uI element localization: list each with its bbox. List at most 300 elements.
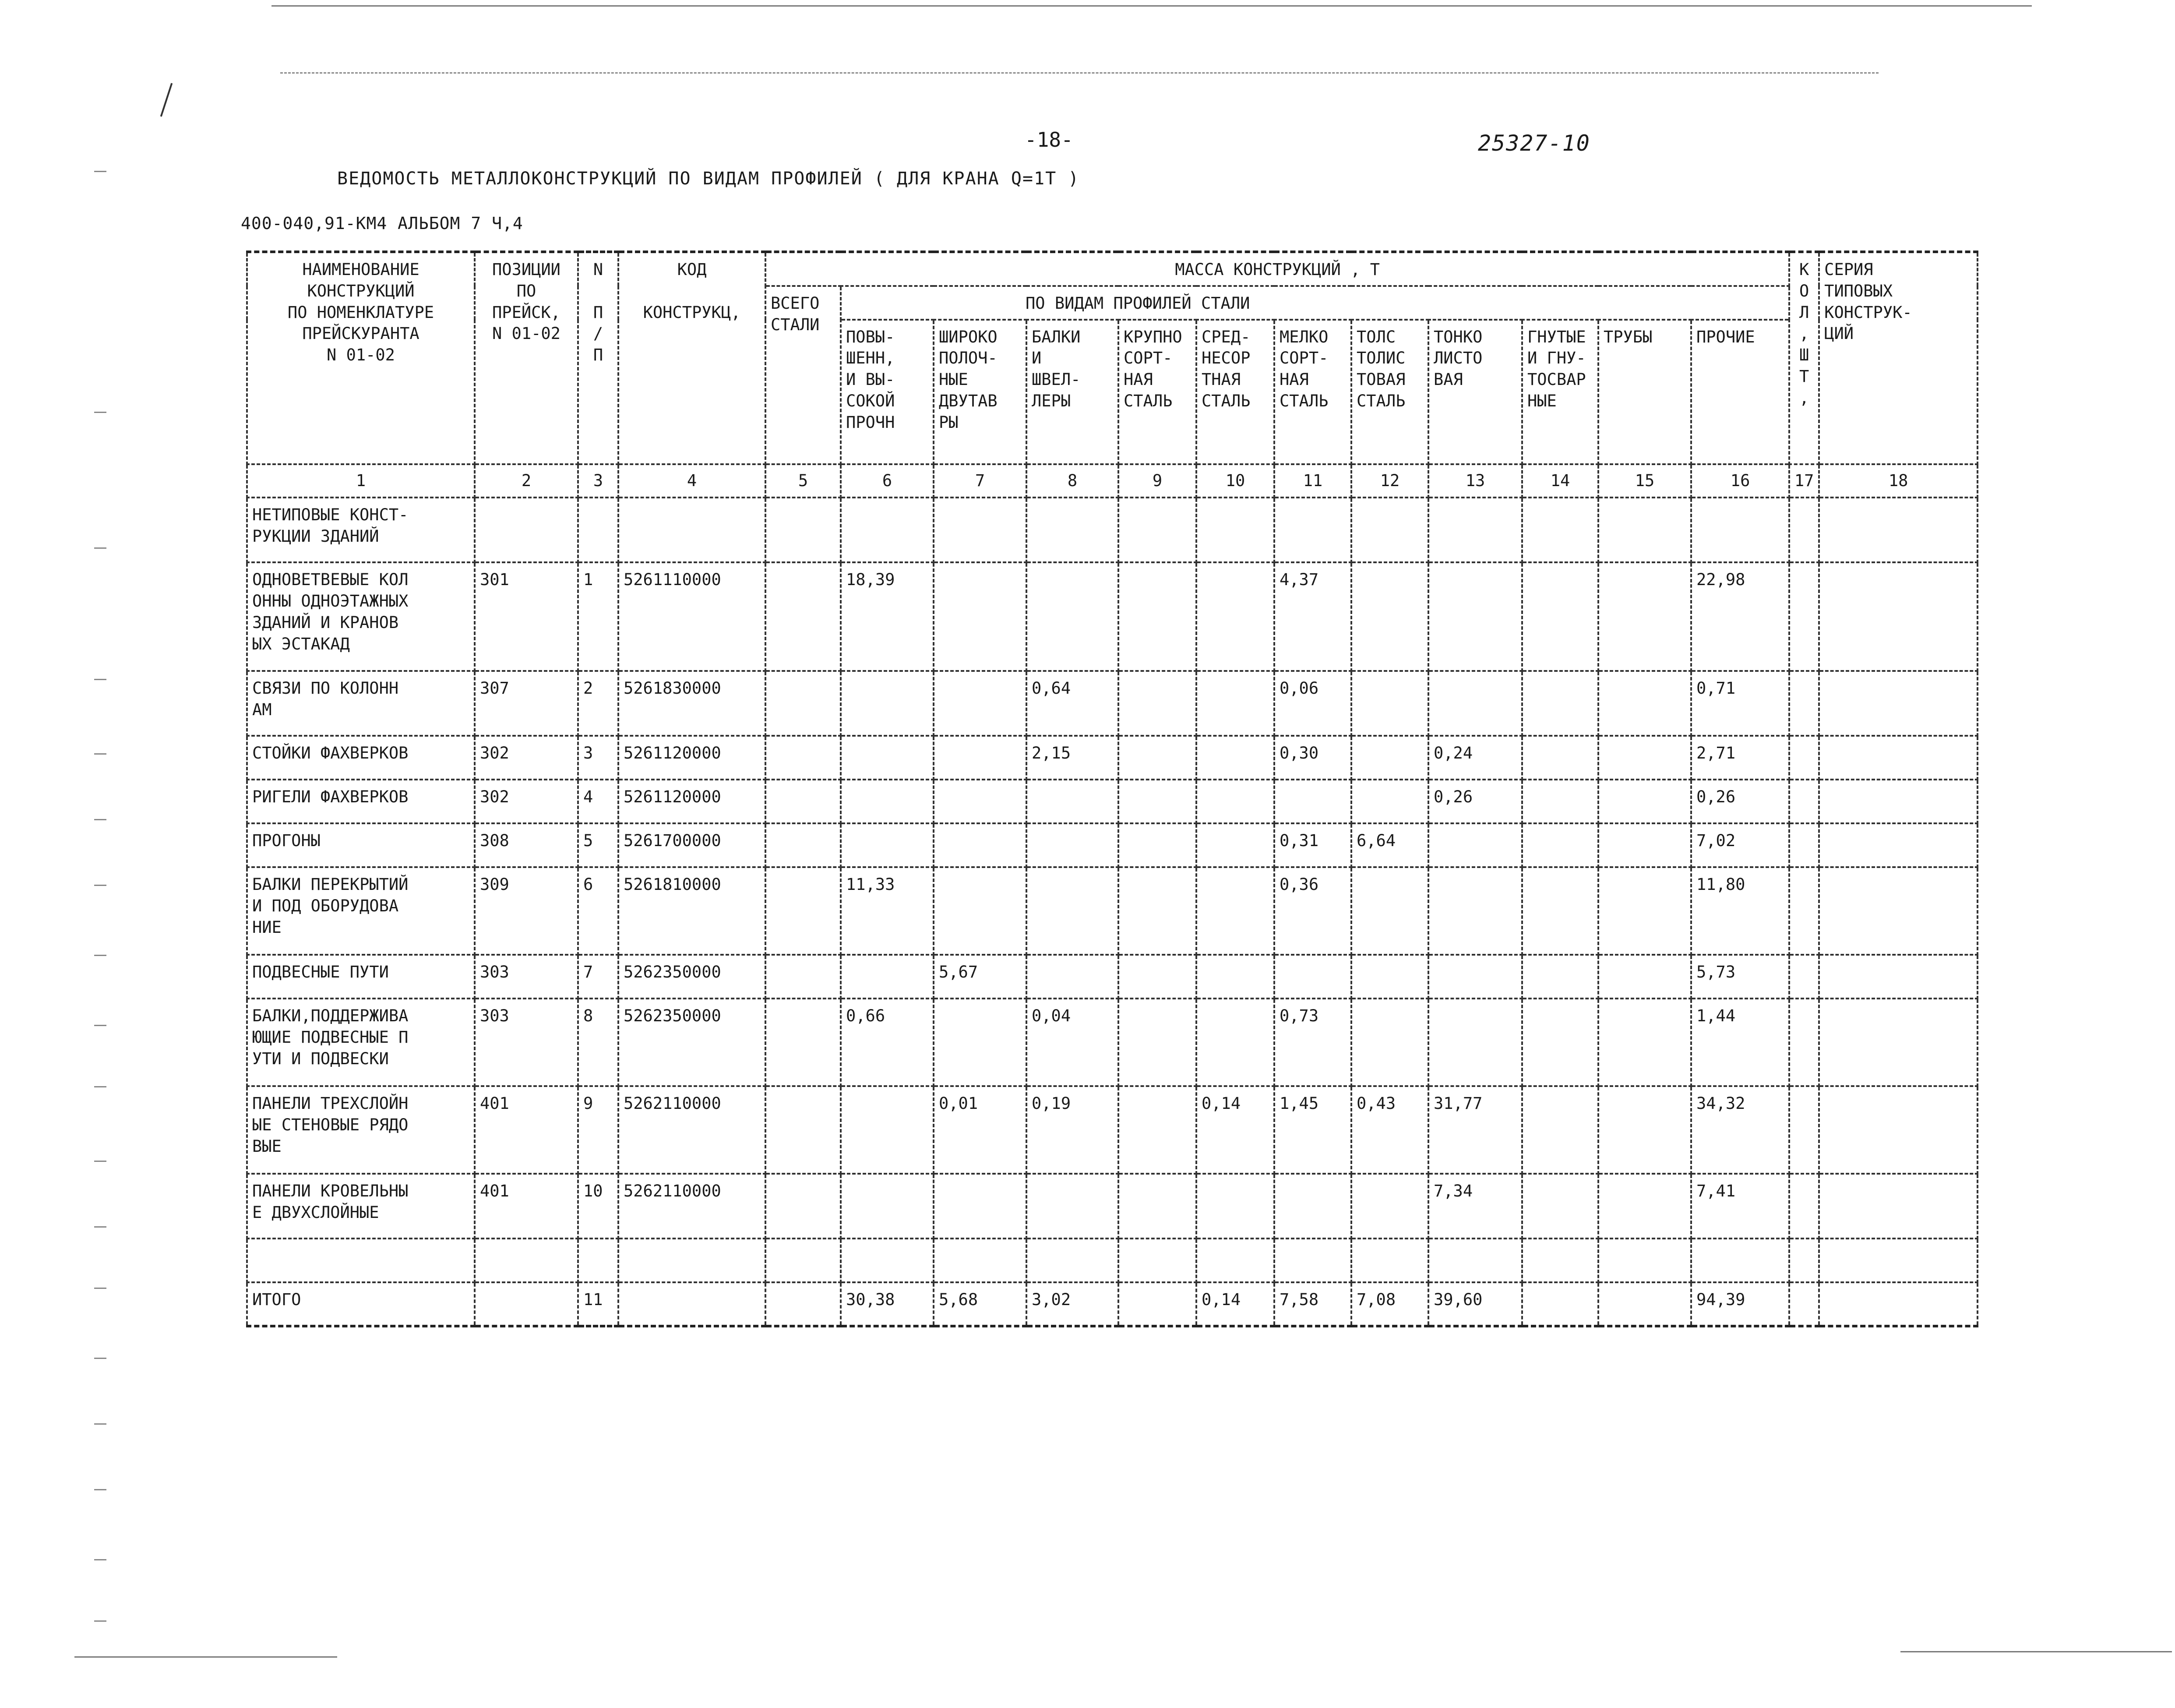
column-number: 5 xyxy=(765,464,841,498)
cell-c16 xyxy=(1691,498,1789,562)
cell-c18 xyxy=(1819,867,1978,955)
cell-name: ИТОГО xyxy=(247,1282,475,1326)
cell-c15 xyxy=(1598,1086,1691,1174)
cell-c6 xyxy=(841,780,934,823)
cell-c9 xyxy=(1118,498,1196,562)
cell-c6 xyxy=(841,498,934,562)
cell-c5 xyxy=(765,780,841,823)
cell-c6 xyxy=(841,736,934,780)
scan-edge-mark xyxy=(94,753,106,755)
cell-c10 xyxy=(1196,1174,1274,1239)
cell-c12: 7,08 xyxy=(1351,1282,1428,1326)
cell-c7 xyxy=(934,823,1026,867)
header-total-steel: ВСЕГО СТАЛИ xyxy=(765,286,841,464)
cell-c12 xyxy=(1351,1239,1428,1282)
cell-name: НЕТИПОВЫЕ КОНСТ- РУКЦИИ ЗДАНИЙ xyxy=(247,498,475,562)
cell-c9 xyxy=(1118,1086,1196,1174)
cell-c8: 0,19 xyxy=(1026,1086,1118,1174)
top-scan-line xyxy=(271,5,2032,7)
document-title: ВЕДОМОСТЬ МЕТАЛЛОКОНСТРУКЦИЙ ПО ВИДАМ ПРОФИЛЕЙ ( ДЛЯ КРАНА Q=1Т ) xyxy=(337,169,1080,189)
cell-c5 xyxy=(765,1086,841,1174)
cell-c16: 22,98 xyxy=(1691,562,1789,671)
cell-c16: 7,02 xyxy=(1691,823,1789,867)
cell-n xyxy=(578,498,618,562)
column-number: 10 xyxy=(1196,464,1274,498)
scan-edge-mark xyxy=(94,1288,106,1289)
column-number: 14 xyxy=(1522,464,1598,498)
scan-edge-mark xyxy=(94,955,106,956)
cell-c17 xyxy=(1789,1174,1819,1239)
scan-edge-mark xyxy=(94,1226,106,1228)
cell-c13 xyxy=(1428,867,1522,955)
scan-edge-mark xyxy=(94,412,106,413)
cell-c15 xyxy=(1598,1239,1691,1282)
cell-code: 5262110000 xyxy=(618,1174,765,1239)
cell-c11 xyxy=(1274,498,1351,562)
table-row xyxy=(247,671,1978,736)
cell-c8 xyxy=(1026,955,1118,999)
column-number: 11 xyxy=(1274,464,1351,498)
scan-edge-mark xyxy=(94,547,106,549)
pen-slash-mark xyxy=(160,83,173,116)
column-number: 18 xyxy=(1819,464,1978,498)
cell-c8 xyxy=(1026,867,1118,955)
header-by-profile: ПО ВИДАМ ПРОФИЛЕЙ СТАЛИ xyxy=(841,286,1789,320)
cell-c14 xyxy=(1522,498,1598,562)
cell-code: 5261120000 xyxy=(618,780,765,823)
cell-c9 xyxy=(1118,1282,1196,1326)
header-pipes: ТРУБЫ xyxy=(1598,320,1691,464)
cell-c5 xyxy=(765,955,841,999)
cell-name: ПАНЕЛИ ТРЕХСЛОЙН ЫЕ СТЕНОВЫЕ РЯДО ВЫЕ xyxy=(247,1086,475,1174)
cell-c13 xyxy=(1428,999,1522,1086)
cell-c15 xyxy=(1598,867,1691,955)
cell-c10: 0,14 xyxy=(1196,1282,1274,1326)
cell-n: 10 xyxy=(578,1174,618,1239)
column-number: 16 xyxy=(1691,464,1789,498)
cell-c15 xyxy=(1598,780,1691,823)
cell-c11 xyxy=(1274,1174,1351,1239)
cell-c15 xyxy=(1598,823,1691,867)
header-row-number: N П / П xyxy=(578,252,618,464)
cell-c8 xyxy=(1026,780,1118,823)
cell-c17 xyxy=(1789,1282,1819,1326)
header-thick-sheet: ТОЛС ТОЛИС ТОВАЯ СТАЛЬ xyxy=(1351,320,1428,464)
column-number: 17 xyxy=(1789,464,1819,498)
cell-name: БАЛКИ,ПОДДЕРЖИВА ЮЩИЕ ПОДВЕСНЫЕ П УТИ И ПОДВЕСКИ xyxy=(247,999,475,1086)
cell-c11: 0,31 xyxy=(1274,823,1351,867)
cell-c15 xyxy=(1598,671,1691,736)
cell-c12 xyxy=(1351,671,1428,736)
scan-edge-mark xyxy=(94,1358,106,1359)
cell-c7 xyxy=(934,867,1026,955)
cell-c15 xyxy=(1598,1282,1691,1326)
cell-n: 9 xyxy=(578,1086,618,1174)
cell-c7 xyxy=(934,1174,1026,1239)
column-number: 3 xyxy=(578,464,618,498)
cell-c8 xyxy=(1026,1174,1118,1239)
cell-c5 xyxy=(765,999,841,1086)
cell-n: 2 xyxy=(578,671,618,736)
cell-code: 5262350000 xyxy=(618,999,765,1086)
column-number: 6 xyxy=(841,464,934,498)
cell-name: СВЯЗИ ПО КОЛОНН АМ xyxy=(247,671,475,736)
cell-code: 5262110000 xyxy=(618,1086,765,1174)
cell-c13: 39,60 xyxy=(1428,1282,1522,1326)
cell-c17 xyxy=(1789,736,1819,780)
cell-c5 xyxy=(765,867,841,955)
cell-c7: 5,67 xyxy=(934,955,1026,999)
cell-c12 xyxy=(1351,999,1428,1086)
cell-c10 xyxy=(1196,562,1274,671)
cell-c9 xyxy=(1118,867,1196,955)
cell-c17 xyxy=(1789,498,1819,562)
cell-c10 xyxy=(1196,1239,1274,1282)
cell-c13 xyxy=(1428,671,1522,736)
cell-c5 xyxy=(765,1239,841,1282)
header-other: ПРОЧИЕ xyxy=(1691,320,1789,464)
cell-c12 xyxy=(1351,955,1428,999)
column-number: 2 xyxy=(475,464,578,498)
cell-c10 xyxy=(1196,999,1274,1086)
cell-name: ПРОГОНЫ xyxy=(247,823,475,867)
table-row xyxy=(247,562,1978,671)
cell-c5 xyxy=(765,671,841,736)
cell-c14 xyxy=(1522,671,1598,736)
cell-name: РИГЕЛИ ФАХВЕРКОВ xyxy=(247,780,475,823)
column-number: 7 xyxy=(934,464,1026,498)
cell-c15 xyxy=(1598,1174,1691,1239)
cell-c16: 2,71 xyxy=(1691,736,1789,780)
cell-n: 8 xyxy=(578,999,618,1086)
cell-c8: 0,04 xyxy=(1026,999,1118,1086)
cell-c8 xyxy=(1026,498,1118,562)
cell-c14 xyxy=(1522,1086,1598,1174)
cell-c6 xyxy=(841,823,934,867)
bottom-right-scan-line xyxy=(1900,1651,2172,1652)
table-row xyxy=(247,780,1978,823)
column-number: 1 xyxy=(247,464,475,498)
cell-c9 xyxy=(1118,1239,1196,1282)
cell-c9 xyxy=(1118,671,1196,736)
cell-c17 xyxy=(1789,999,1819,1086)
cell-c18 xyxy=(1819,1282,1978,1326)
cell-c9 xyxy=(1118,780,1196,823)
total-row xyxy=(247,1282,1978,1326)
cell-c5 xyxy=(765,1174,841,1239)
cell-c17 xyxy=(1789,1239,1819,1282)
cell-c10 xyxy=(1196,736,1274,780)
cell-c12 xyxy=(1351,736,1428,780)
column-number: 12 xyxy=(1351,464,1428,498)
cell-c18 xyxy=(1819,562,1978,671)
cell-c6 xyxy=(841,955,934,999)
cell-c8: 3,02 xyxy=(1026,1282,1118,1326)
table-row xyxy=(247,999,1978,1086)
cell-c9 xyxy=(1118,999,1196,1086)
scan-edge-mark xyxy=(94,679,106,680)
table-row xyxy=(247,1174,1978,1239)
cell-c15 xyxy=(1598,562,1691,671)
cell-c7 xyxy=(934,562,1026,671)
cell-c8 xyxy=(1026,823,1118,867)
table-row xyxy=(247,955,1978,999)
cell-c7: 0,01 xyxy=(934,1086,1026,1174)
cell-c17 xyxy=(1789,823,1819,867)
cell-c5 xyxy=(765,823,841,867)
cell-code: 5262350000 xyxy=(618,955,765,999)
cell-n: 4 xyxy=(578,780,618,823)
cell-c16: 0,26 xyxy=(1691,780,1789,823)
cell-c14 xyxy=(1522,1174,1598,1239)
cell-c18 xyxy=(1819,498,1978,562)
cell-c10 xyxy=(1196,823,1274,867)
cell-c16: 94,39 xyxy=(1691,1282,1789,1326)
column-number: 4 xyxy=(618,464,765,498)
cell-c14 xyxy=(1522,562,1598,671)
cell-c15 xyxy=(1598,999,1691,1086)
cell-c14 xyxy=(1522,736,1598,780)
cell-c13: 0,24 xyxy=(1428,736,1522,780)
cell-c12 xyxy=(1351,1174,1428,1239)
scan-edge-mark xyxy=(94,1620,106,1622)
cell-c12 xyxy=(1351,562,1428,671)
cell-n: 3 xyxy=(578,736,618,780)
table-row xyxy=(247,498,1978,562)
cell-c10: 0,14 xyxy=(1196,1086,1274,1174)
scan-edge-mark xyxy=(94,1559,106,1560)
document-code: 25327-10 xyxy=(1478,131,1590,156)
cell-pos: 307 xyxy=(475,671,578,736)
bottom-left-scan-line xyxy=(74,1656,337,1658)
cell-c12 xyxy=(1351,498,1428,562)
cell-c9 xyxy=(1118,1174,1196,1239)
table-row xyxy=(247,736,1978,780)
cell-c16 xyxy=(1691,1239,1789,1282)
header-code: КОД КОНСТРУКЦ, xyxy=(618,252,765,464)
cell-c16: 0,71 xyxy=(1691,671,1789,736)
cell-c18 xyxy=(1819,1239,1978,1282)
cell-c11: 7,58 xyxy=(1274,1282,1351,1326)
table-row xyxy=(247,823,1978,867)
cell-c7 xyxy=(934,498,1026,562)
cell-c9 xyxy=(1118,562,1196,671)
header-name: НАИМЕНОВАНИЕ КОНСТРУКЦИЙ ПО НОМЕНКЛАТУРЕ ПРЕЙСКУРАНТА N 01-02 xyxy=(247,252,475,464)
cell-c12 xyxy=(1351,867,1428,955)
top-dashed-line xyxy=(280,72,1879,74)
header-mass: МАССА КОНСТРУКЦИЙ , Т xyxy=(765,252,1789,286)
cell-c14 xyxy=(1522,780,1598,823)
cell-c6 xyxy=(841,1239,934,1282)
cell-pos: 309 xyxy=(475,867,578,955)
cell-c6: 18,39 xyxy=(841,562,934,671)
table-row xyxy=(247,1086,1978,1174)
cell-c13 xyxy=(1428,1239,1522,1282)
cell-code xyxy=(618,1282,765,1326)
cell-c11 xyxy=(1274,780,1351,823)
cell-c15 xyxy=(1598,955,1691,999)
cell-c18 xyxy=(1819,955,1978,999)
cell-c11 xyxy=(1274,955,1351,999)
cell-c16: 34,32 xyxy=(1691,1086,1789,1174)
cell-c17 xyxy=(1789,955,1819,999)
header-series: СЕРИЯ ТИПОВЫХ КОНСТРУК- ЦИЙ xyxy=(1819,252,1978,464)
cell-c8 xyxy=(1026,1239,1118,1282)
cell-n xyxy=(578,1239,618,1282)
cell-c16: 7,41 xyxy=(1691,1174,1789,1239)
cell-pos: 301 xyxy=(475,562,578,671)
header-small-section: МЕЛКО СОРТ- НАЯ СТАЛЬ xyxy=(1274,320,1351,464)
cell-c13 xyxy=(1428,498,1522,562)
cell-c14 xyxy=(1522,1282,1598,1326)
scan-edge-mark xyxy=(94,1161,106,1162)
header-large-section: КРУПНО СОРТ- НАЯ СТАЛЬ xyxy=(1118,320,1196,464)
cell-c18 xyxy=(1819,999,1978,1086)
cell-c6: 0,66 xyxy=(841,999,934,1086)
cell-n: 5 xyxy=(578,823,618,867)
cell-c5 xyxy=(765,736,841,780)
cell-pos: 303 xyxy=(475,999,578,1086)
header-thin-sheet: ТОНКО ЛИСТО ВАЯ xyxy=(1428,320,1522,464)
cell-name: ПАНЕЛИ КРОВЕЛЬНЫ Е ДВУХСЛОЙНЫЕ xyxy=(247,1174,475,1239)
cell-c17 xyxy=(1789,671,1819,736)
header-medium-section: СРЕД- НЕСОР ТНАЯ СТАЛЬ xyxy=(1196,320,1274,464)
cell-c12: 6,64 xyxy=(1351,823,1428,867)
cell-c11: 4,37 xyxy=(1274,562,1351,671)
cell-c16: 11,80 xyxy=(1691,867,1789,955)
scan-edge-mark xyxy=(94,1086,106,1087)
cell-c6 xyxy=(841,1174,934,1239)
cell-c5 xyxy=(765,1282,841,1326)
cell-code: 5261110000 xyxy=(618,562,765,671)
cell-c14 xyxy=(1522,1239,1598,1282)
cell-c16: 5,73 xyxy=(1691,955,1789,999)
page-number: -18- xyxy=(1025,128,1073,152)
cell-pos: 401 xyxy=(475,1086,578,1174)
header-quantity: К О Л , Ш Т , xyxy=(1789,252,1819,464)
cell-code: 5261810000 xyxy=(618,867,765,955)
cell-pos: 303 xyxy=(475,955,578,999)
scan-edge-mark xyxy=(94,885,106,886)
cell-c7: 5,68 xyxy=(934,1282,1026,1326)
header-beams-channels: БАЛКИ И ШВЕЛ- ЛЕРЫ xyxy=(1026,320,1118,464)
cell-c10 xyxy=(1196,955,1274,999)
cell-c5 xyxy=(765,562,841,671)
cell-c15 xyxy=(1598,498,1691,562)
cell-c5 xyxy=(765,498,841,562)
cell-code: 5261830000 xyxy=(618,671,765,736)
cell-c11: 1,45 xyxy=(1274,1086,1351,1174)
cell-c10 xyxy=(1196,867,1274,955)
cell-name: СТОЙКИ ФАХВЕРКОВ xyxy=(247,736,475,780)
cell-c8: 2,15 xyxy=(1026,736,1118,780)
cell-c18 xyxy=(1819,1174,1978,1239)
cell-name: ПОДВЕСНЫЕ ПУТИ xyxy=(247,955,475,999)
cell-n: 7 xyxy=(578,955,618,999)
cell-c10 xyxy=(1196,498,1274,562)
column-number: 9 xyxy=(1118,464,1196,498)
cell-c13: 7,34 xyxy=(1428,1174,1522,1239)
cell-c13 xyxy=(1428,562,1522,671)
cell-c13 xyxy=(1428,955,1522,999)
cell-c11: 0,30 xyxy=(1274,736,1351,780)
cell-c11: 0,36 xyxy=(1274,867,1351,955)
column-number: 8 xyxy=(1026,464,1118,498)
cell-name: ОДНОВЕТВЕВЫЕ КОЛ ОННЫ ОДНОЭТАЖНЫХ ЗДАНИЙ И КРАНОВ ЫХ ЭСТАКАД xyxy=(247,562,475,671)
cell-pos xyxy=(475,1282,578,1326)
scan-edge-mark xyxy=(94,819,106,820)
cell-c11: 0,06 xyxy=(1274,671,1351,736)
cell-c10 xyxy=(1196,780,1274,823)
column-number-row xyxy=(247,464,1978,498)
cell-c9 xyxy=(1118,736,1196,780)
cell-n: 11 xyxy=(578,1282,618,1326)
header-high-strength: ПОВЫ- ШЕНН, И ВЫ- СОКОЙ ПРОЧН xyxy=(841,320,934,464)
cell-c11 xyxy=(1274,1239,1351,1282)
cell-pos: 302 xyxy=(475,780,578,823)
cell-c11: 0,73 xyxy=(1274,999,1351,1086)
cell-c8 xyxy=(1026,562,1118,671)
cell-c14 xyxy=(1522,867,1598,955)
cell-c18 xyxy=(1819,1086,1978,1174)
header-position: ПОЗИЦИИ ПО ПРЕЙСК, N 01-02 xyxy=(475,252,578,464)
cell-n: 6 xyxy=(578,867,618,955)
cell-c17 xyxy=(1789,780,1819,823)
metal-structures-table xyxy=(246,251,1978,1327)
cell-c17 xyxy=(1789,1086,1819,1174)
cell-c18 xyxy=(1819,823,1978,867)
cell-c7 xyxy=(934,671,1026,736)
scan-edge-mark xyxy=(94,171,106,172)
cell-pos: 308 xyxy=(475,823,578,867)
cell-c12: 0,43 xyxy=(1351,1086,1428,1174)
cell-c9 xyxy=(1118,955,1196,999)
header-wide-flange: ШИРОКО ПОЛОЧ- НЫЕ ДВУТАВ РЫ xyxy=(934,320,1026,464)
cell-code xyxy=(618,498,765,562)
scan-edge-mark xyxy=(94,1489,106,1490)
column-number: 13 xyxy=(1428,464,1522,498)
header-bent: ГНУТЫЕ И ГНУ- ТОСВАР НЫЕ xyxy=(1522,320,1598,464)
table-row xyxy=(247,867,1978,955)
cell-c16: 1,44 xyxy=(1691,999,1789,1086)
cell-c17 xyxy=(1789,562,1819,671)
cell-n: 1 xyxy=(578,562,618,671)
cell-name: БАЛКИ ПЕРЕКРЫТИЙ И ПОД ОБОРУДОВА НИЕ xyxy=(247,867,475,955)
cell-c13 xyxy=(1428,823,1522,867)
cell-c13: 31,77 xyxy=(1428,1086,1522,1174)
cell-code xyxy=(618,1239,765,1282)
cell-c9 xyxy=(1118,823,1196,867)
cell-code: 5261700000 xyxy=(618,823,765,867)
cell-pos xyxy=(475,498,578,562)
cell-c18 xyxy=(1819,780,1978,823)
table-row xyxy=(247,1239,1978,1282)
cell-pos xyxy=(475,1239,578,1282)
cell-pos: 401 xyxy=(475,1174,578,1239)
cell-pos: 302 xyxy=(475,736,578,780)
cell-c7 xyxy=(934,780,1026,823)
cell-c10 xyxy=(1196,671,1274,736)
cell-c7 xyxy=(934,1239,1026,1282)
cell-code: 5261120000 xyxy=(618,736,765,780)
cell-c14 xyxy=(1522,823,1598,867)
cell-c12 xyxy=(1351,780,1428,823)
cell-c17 xyxy=(1789,867,1819,955)
cell-c6: 30,38 xyxy=(841,1282,934,1326)
cell-c8: 0,64 xyxy=(1026,671,1118,736)
cell-c6: 11,33 xyxy=(841,867,934,955)
column-number: 15 xyxy=(1598,464,1691,498)
